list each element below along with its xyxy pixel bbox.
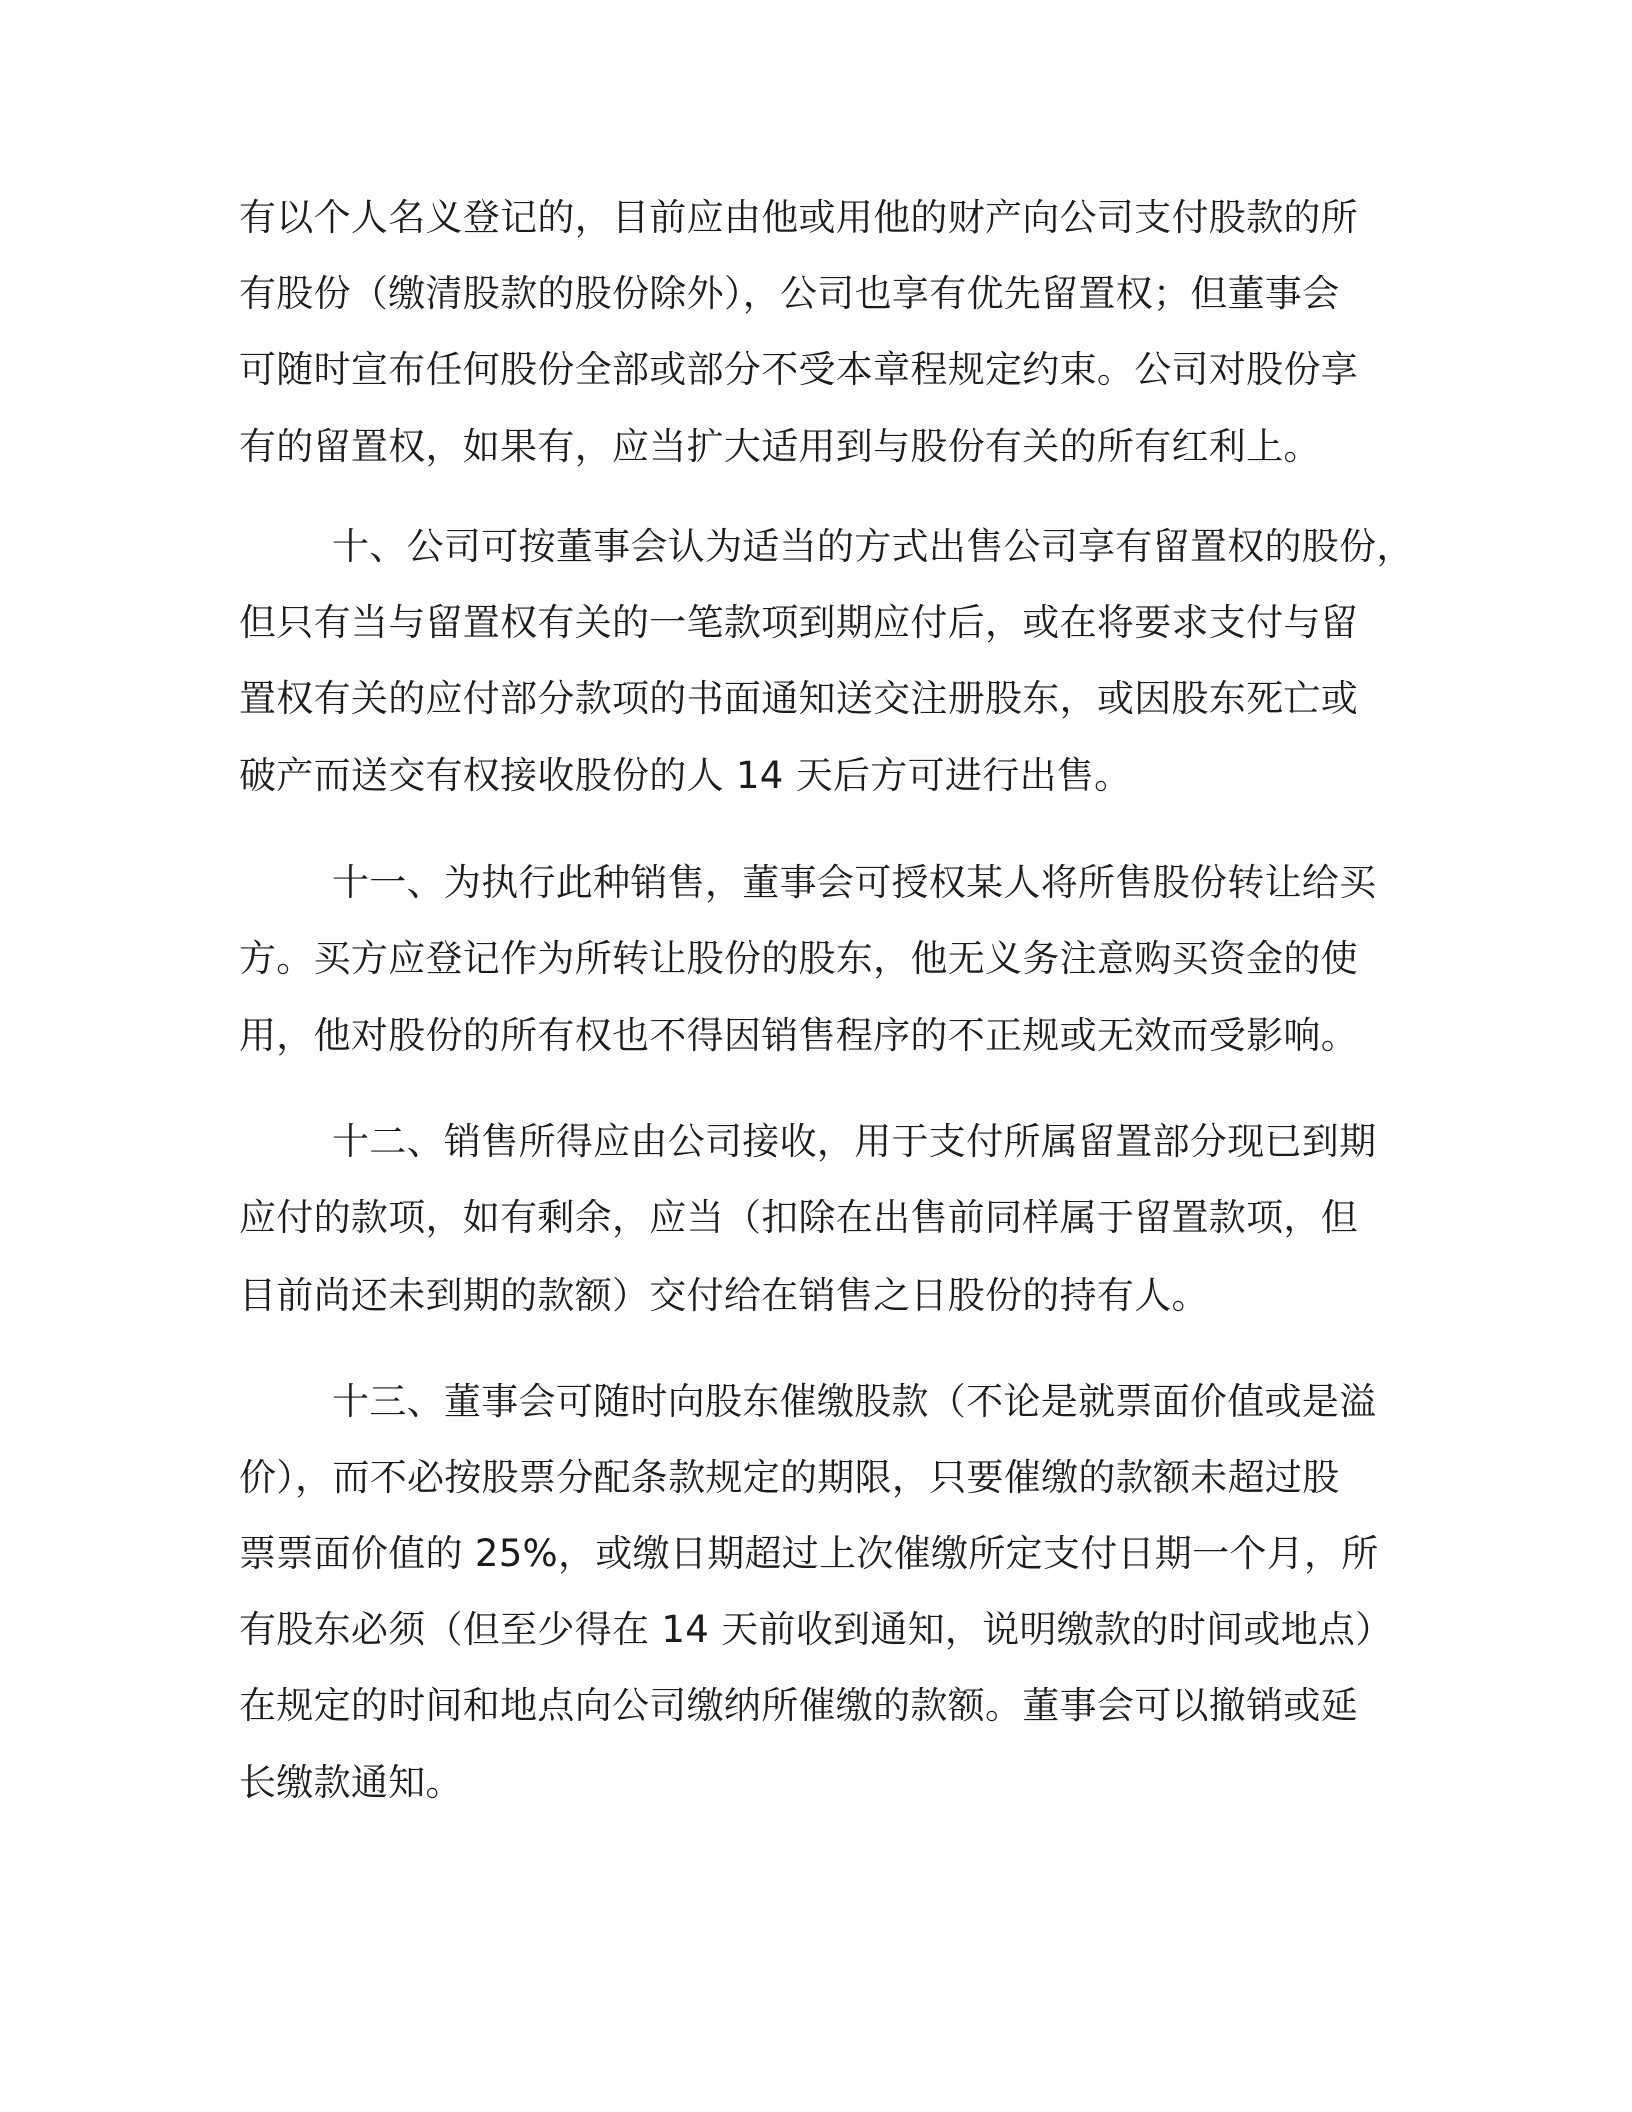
text-line: 票票面价值的 25%，或缴日期超过上次催缴所定支付日期一个月，所 [239,1532,1379,1575]
text-line: 但只有当与留置权有关的一笔款项到期应付后，或在将要求支付与留 [239,601,1358,644]
clause-12-first-line: 十二、销售所得应由公司接收，用于支付所属留置部分现已到期 [332,1120,1377,1163]
text-line: 有以个人名义登记的，目前应由他或用他的财产向公司支付股款的所 [239,196,1358,239]
text-line: 有股份（缴清股款的股份除外），公司也享有优先留置权；但董事会 [239,272,1340,315]
text-line: 价），而不必按股票分配条款规定的期限，只要催缴的款额未超过股 [239,1456,1340,1499]
text-line: 方。买方应登记作为所转让股份的股东，他无义务注意购买资金的使 [239,937,1358,980]
text-line: 有的留置权，如果有，应当扩大适用到与股份有关的所有红利上。 [239,425,1321,468]
clause-10-first-line: 十、公司可按董事会认为适当的方式出售公司享有留置权的股份， [332,525,1414,568]
text-line: 可随时宣布任何股份全部或部分不受本章程规定约束。公司对股份享 [239,348,1358,391]
clause-11-first-line: 十一、为执行此种销售，董事会可授权某人将所售股份转让给买 [332,861,1377,904]
text-line: 用，他对股份的所有权也不得因销售程序的不正规或无效而受影响。 [239,1014,1358,1057]
text-line: 破产而送交有权接收股份的人 14 天后方可进行出售。 [239,754,1132,797]
clause-13-first-line: 十三、董事会可随时向股东催缴股款（不论是就票面价值或是溢 [332,1380,1377,1423]
text-line: 置权有关的应付部分款项的书面通知送交注册股东，或因股东死亡或 [239,677,1358,720]
text-line: 目前尚还未到期的款额）交付给在销售之日股份的持有人。 [239,1274,1209,1317]
text-line: 有股东必须（但至少得在 14 天前收到通知，说明缴款的时间或地点） [239,1608,1393,1651]
text-line: 在规定的时间和地点向公司缴纳所催缴的款额。董事会可以撤销或延 [239,1684,1358,1727]
text-line: 长缴款通知。 [239,1761,463,1804]
text-line: 应付的款项，如有剩余，应当（扣除在出售前同样属于留置款项，但 [239,1196,1358,1239]
